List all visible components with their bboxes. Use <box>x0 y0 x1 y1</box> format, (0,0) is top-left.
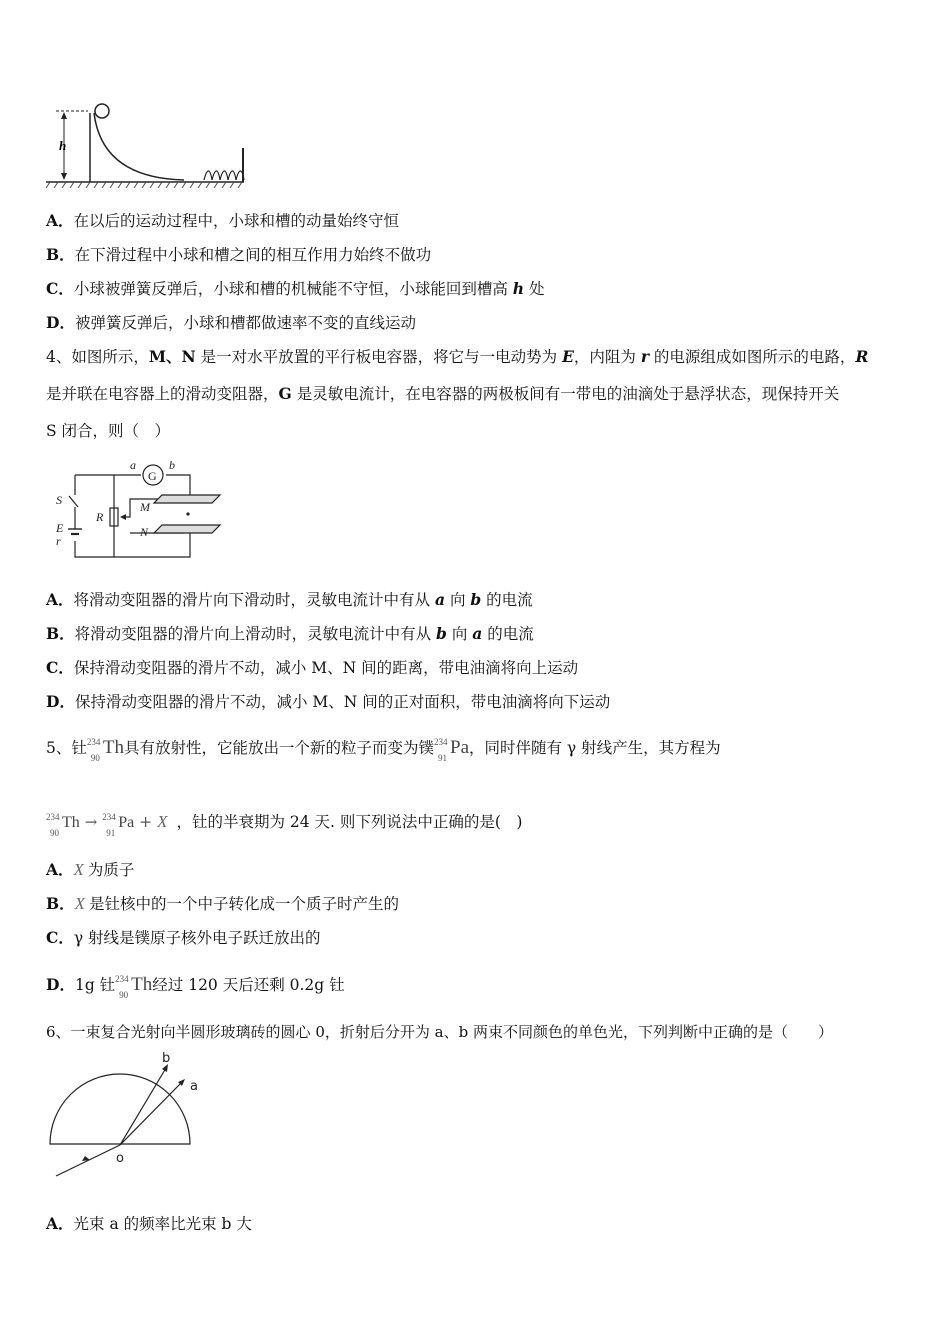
q4-option-c: C．保持滑动变阻器的滑片不动，减小 M、N 间的距离，带电油滴将向上运动 <box>46 658 579 677</box>
fig-label-beam-a: a <box>190 1079 198 1094</box>
capacitor-circuit-figure <box>44 455 234 565</box>
q4-stem-line1: 4、如图所示，M、N 是一对水平放置的平行板电容器，将它与一电动势为 E，内阻为 r 的电源组成如图所示的电路，R <box>46 347 869 366</box>
q3-option-c: C．小球被弹簧反弹后，小球和槽的机械能不守恒，小球能回到槽高 h 处 <box>46 279 545 298</box>
fig-label-m: M <box>140 500 150 514</box>
q4-stem-line3: S 闭合，则（ ） <box>46 422 171 440</box>
q5-stem: 5、钍 234 90 Th具有放射性，它能放出一个新的粒子而变为镤 234 91 Pa，同时伴随有 γ 射线产生，其方程为 <box>46 737 721 763</box>
q4-option-b: B．将滑动变阻器的滑片向上滑动时，灵敏电流计中有从 b 向 a 的电流 <box>46 624 534 643</box>
q6-option-a: A．光束 a 的频率比光束 b 大 <box>46 1214 252 1233</box>
fig-label-s: S <box>56 493 62 507</box>
fig-label-g: G <box>148 469 157 483</box>
fig-label-e: E <box>56 521 64 535</box>
fig-label-beam-b: b <box>162 1052 171 1066</box>
q3-option-b: B．在下滑过程中小球和槽之间的相互作用力始终不做功 <box>46 245 432 264</box>
fig-label-a: a <box>130 458 136 472</box>
fig-label-r: r <box>56 534 61 548</box>
fig-label-o: o <box>116 1151 124 1166</box>
thorium-nuclide: 234 90 Th <box>86 737 124 763</box>
q5-option-d: D．1g 钍 234 90 Th经过 120 天后还剩 0.2g 钍 <box>46 974 345 1000</box>
fig-label-n: N <box>140 525 149 539</box>
q3-option-a: A．在以后的运动过程中，小球和槽的动量始终守恒 <box>46 211 400 230</box>
fig-label-h: h <box>59 138 67 153</box>
slot-spring-figure <box>44 100 254 190</box>
fig-label-rheostat: R <box>96 510 104 524</box>
q4-option-a: A．将滑动变阻器的滑片向下滑动时，灵敏电流计中有从 a 向 b 的电流 <box>46 590 533 609</box>
protactinium-nuclide: 234 91 Pa <box>434 737 469 763</box>
q5-option-c: C．γ 射线是镤原子核外电子跃迁放出的 <box>46 928 321 947</box>
q4-option-d: D．保持滑动变阻器的滑片不动，减小 M、N 间的正对面积，带电油滴将向下运动 <box>46 692 611 711</box>
q6-stem: 6、一束复合光射向半圆形玻璃砖的圆心 0，折射后分开为 a、b 两束不同颜色的单色光，下列判断中正确的是（ ） <box>46 1023 833 1041</box>
q5-option-a: A．X 为质子 <box>46 860 135 879</box>
q5-option-b: B．X 是钍核中的一个中子转化成一个质子时产生的 <box>46 894 400 913</box>
q3-option-d: D．被弹簧反弹后，小球和槽都做速率不变的直线运动 <box>46 313 416 332</box>
q4-stem-line2: 是并联在电容器上的滑动变阻器，G 是灵敏电流计，在电容器的两极板间有一带电的油滴处于悬浮状态，现保持开关 <box>46 384 840 403</box>
fig-label-b: b <box>169 458 175 472</box>
semicircle-glass-figure <box>44 1052 214 1182</box>
q5-equation: 234 90 Th → 234 91 Pa + X ，钍的半衰期为 24 天. 则下列说法中正确的是( ) <box>46 812 523 838</box>
